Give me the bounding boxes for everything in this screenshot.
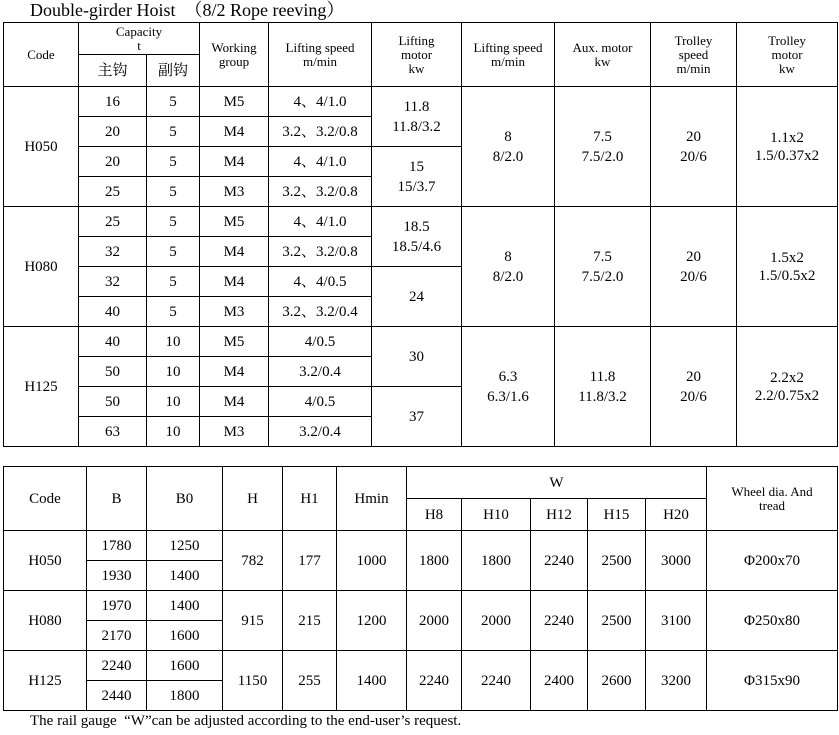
aux-hook-capacity: 10 — [147, 387, 200, 417]
table-row — [4, 591, 838, 621]
wheel-value: Φ250x80 — [707, 591, 838, 651]
header-w-h20: H20 — [646, 499, 707, 531]
main-hook-capacity: 20 — [79, 147, 147, 177]
main-hook-capacity: 40 — [79, 297, 147, 327]
w-value: 3000 — [646, 531, 707, 591]
table-row — [4, 531, 838, 561]
footnote: The rail gauge “W”can be adjusted according to the end-user’s request. — [30, 713, 462, 729]
header-code: Code — [4, 23, 79, 87]
b-value: 2440 — [87, 681, 147, 711]
b-value: 2170 — [87, 621, 147, 651]
aux-hook-capacity: 10 — [147, 357, 200, 387]
lifting-speed: 3.2、3.2/0.8 — [269, 117, 372, 147]
b-value: 1780 — [87, 531, 147, 561]
header-w-h15: H15 — [588, 499, 646, 531]
working-group: M4 — [200, 117, 269, 147]
lifting-speed: 3.2、3.2/0.4 — [269, 297, 372, 327]
code-cell: H125 — [4, 327, 79, 447]
h1-value: 255 — [283, 651, 337, 711]
header-b: B — [87, 467, 147, 531]
w-value: 2500 — [588, 591, 646, 651]
working-group: M3 — [200, 417, 269, 447]
b0-value: 1250 — [147, 531, 223, 561]
table-row — [4, 651, 838, 681]
aux-hook-capacity: 5 — [147, 117, 200, 147]
code-cell: H080 — [4, 591, 87, 651]
h1-value: 215 — [283, 591, 337, 651]
aux-hook-capacity: 10 — [147, 327, 200, 357]
header-working-group: Working group — [200, 23, 269, 87]
main-hook-capacity: 32 — [79, 237, 147, 267]
header-aux-hook: 副钩 — [147, 55, 200, 87]
w-value: 2240 — [531, 531, 588, 591]
lifting-motor: 37 — [372, 387, 462, 447]
header-b0: B0 — [147, 467, 223, 531]
main-hook-capacity: 63 — [79, 417, 147, 447]
h1-value: 177 — [283, 531, 337, 591]
main-hook-capacity: 16 — [79, 87, 147, 117]
code-cell: H080 — [4, 207, 79, 327]
w-value: 2000 — [407, 591, 462, 651]
hmin-value: 1000 — [337, 531, 407, 591]
working-group: M4 — [200, 237, 269, 267]
working-group: M3 — [200, 297, 269, 327]
working-group: M5 — [200, 87, 269, 117]
working-group: M5 — [200, 327, 269, 357]
main-hook-capacity: 50 — [79, 387, 147, 417]
lifting-motor: 24 — [372, 267, 462, 327]
lifting-speed: 4、4/1.0 — [269, 147, 372, 177]
main-hook-capacity: 25 — [79, 177, 147, 207]
header-code: Code — [4, 467, 87, 531]
wheel-value: Φ200x70 — [707, 531, 838, 591]
main-hook-capacity: 20 — [79, 117, 147, 147]
w-value: 2240 — [531, 591, 588, 651]
w-value: 3100 — [646, 591, 707, 651]
header-lifting-motor: Lifting motor kw — [372, 23, 462, 87]
code-cell: H125 — [4, 651, 87, 711]
hmin-value: 1200 — [337, 591, 407, 651]
b-value: 1970 — [87, 591, 147, 621]
lifting-motor: 11.8 11.8/3.2 — [372, 87, 462, 147]
trolley-motor: 1.1x2 1.5/0.37x2 — [737, 87, 838, 207]
table-row — [4, 87, 838, 117]
lifting-speed: 4、4/1.0 — [269, 87, 372, 117]
aux-motor: 11.8 11.8/3.2 — [555, 327, 651, 447]
header-wheel: Wheel dia. And tread — [707, 467, 838, 531]
w-value: 2240 — [407, 651, 462, 711]
main-hook-capacity: 50 — [79, 357, 147, 387]
lifting-speed: 3.2/0.4 — [269, 417, 372, 447]
w-value: 2000 — [462, 591, 531, 651]
w-value: 2500 — [588, 531, 646, 591]
lifting-speed: 4/0.5 — [269, 387, 372, 417]
aux-lifting-speed: 8 8/2.0 — [462, 87, 555, 207]
table-row — [4, 207, 838, 237]
aux-hook-capacity: 5 — [147, 297, 200, 327]
w-value: 3200 — [646, 651, 707, 711]
trolley-speed: 20 20/6 — [651, 327, 737, 447]
lifting-speed: 3.2、3.2/0.8 — [269, 237, 372, 267]
w-value: 2240 — [462, 651, 531, 711]
header-hmin: Hmin — [337, 467, 407, 531]
aux-hook-capacity: 5 — [147, 147, 200, 177]
b0-value: 1600 — [147, 651, 223, 681]
b0-value: 1600 — [147, 621, 223, 651]
lifting-motor: 15 15/3.7 — [372, 147, 462, 207]
table-row — [4, 467, 838, 499]
aux-hook-capacity: 5 — [147, 267, 200, 297]
trolley-speed: 20 20/6 — [651, 87, 737, 207]
working-group: M5 — [200, 207, 269, 237]
h-value: 915 — [223, 591, 283, 651]
code-cell: H050 — [4, 531, 87, 591]
h-value: 1150 — [223, 651, 283, 711]
hoist-spec-table — [3, 22, 838, 447]
aux-lifting-speed: 6.3 6.3/1.6 — [462, 327, 555, 447]
header-h: H — [223, 467, 283, 531]
aux-motor: 7.5 7.5/2.0 — [555, 207, 651, 327]
header-lifting-speed: Lifting speed m/min — [269, 23, 372, 87]
page-title: Double-girder Hoist （8/2 Rope reeving） — [30, 0, 345, 20]
w-value: 1800 — [407, 531, 462, 591]
header-capacity: Capacity t — [79, 23, 200, 55]
lifting-speed: 3.2、3.2/0.8 — [269, 177, 372, 207]
lifting-motor: 18.5 18.5/4.6 — [372, 207, 462, 267]
working-group: M4 — [200, 147, 269, 177]
dimension-table — [3, 466, 838, 711]
b-value: 2240 — [87, 651, 147, 681]
lifting-speed: 3.2/0.4 — [269, 357, 372, 387]
b0-value: 1400 — [147, 591, 223, 621]
table-row — [4, 23, 838, 55]
lifting-motor: 30 — [372, 327, 462, 387]
main-hook-capacity: 25 — [79, 207, 147, 237]
b0-value: 1400 — [147, 561, 223, 591]
aux-hook-capacity: 5 — [147, 177, 200, 207]
trolley-motor: 1.5x2 1.5/0.5x2 — [737, 207, 838, 327]
working-group: M4 — [200, 357, 269, 387]
header-w-h12: H12 — [531, 499, 588, 531]
trolley-motor: 2.2x2 2.2/0.75x2 — [737, 327, 838, 447]
working-group: M4 — [200, 387, 269, 417]
working-group: M3 — [200, 177, 269, 207]
main-hook-capacity: 32 — [79, 267, 147, 297]
lifting-speed: 4/0.5 — [269, 327, 372, 357]
header-trolley-motor: Trolley motor kw — [737, 23, 838, 87]
aux-hook-capacity: 10 — [147, 417, 200, 447]
header-aux-motor: Aux. motor kw — [555, 23, 651, 87]
header-h1: H1 — [283, 467, 337, 531]
working-group: M4 — [200, 267, 269, 297]
aux-hook-capacity: 5 — [147, 87, 200, 117]
aux-hook-capacity: 5 — [147, 237, 200, 267]
header-w-h8: H8 — [407, 499, 462, 531]
main-hook-capacity: 40 — [79, 327, 147, 357]
lifting-speed: 4、4/1.0 — [269, 207, 372, 237]
header-main-hook: 主钩 — [79, 55, 147, 87]
header-aux-lifting-speed: Lifting speed m/min — [462, 23, 555, 87]
aux-lifting-speed: 8 8/2.0 — [462, 207, 555, 327]
header-w-h10: H10 — [462, 499, 531, 531]
aux-motor: 7.5 7.5/2.0 — [555, 87, 651, 207]
lifting-speed: 4、4/0.5 — [269, 267, 372, 297]
hmin-value: 1400 — [337, 651, 407, 711]
b-value: 1930 — [87, 561, 147, 591]
aux-hook-capacity: 5 — [147, 207, 200, 237]
header-trolley-speed: Trolley speed m/min — [651, 23, 737, 87]
h-value: 782 — [223, 531, 283, 591]
table-row — [4, 327, 838, 357]
wheel-value: Φ315x90 — [707, 651, 838, 711]
b0-value: 1800 — [147, 681, 223, 711]
w-value: 2600 — [588, 651, 646, 711]
header-w: W — [407, 467, 707, 499]
trolley-speed: 20 20/6 — [651, 207, 737, 327]
w-value: 2400 — [531, 651, 588, 711]
code-cell: H050 — [4, 87, 79, 207]
w-value: 1800 — [462, 531, 531, 591]
